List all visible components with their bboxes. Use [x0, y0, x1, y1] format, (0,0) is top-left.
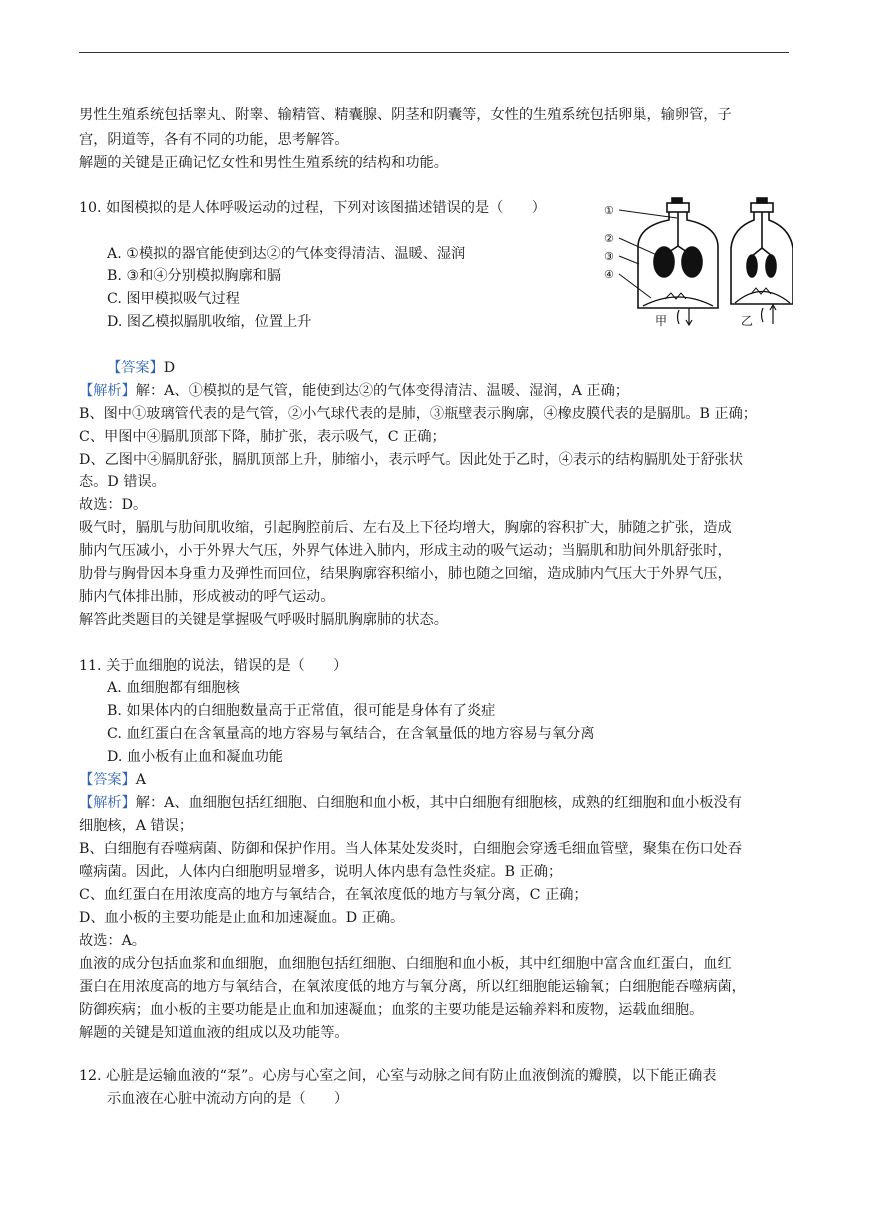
q11-analysis-line: 噬病菌。因此，人体内白细胞明显增多，说明人体内患有急性炎症。B 正确； — [79, 864, 563, 880]
q12-stem-line-1: 12. 心脏是运输血液的“泵”。心房与心室之间，心室与动脉之间有防止血液倒流的瓣膜，以下能正确表 — [79, 1068, 717, 1084]
intro-line-1: 男性生殖系统包括睾丸、附睾、输精管、精囊腺、阴茎和阴囊等，女性的生殖系统包括卵巢，输卵管，子 — [79, 107, 732, 123]
figure-label-yi: 乙 — [741, 314, 754, 328]
q11-option-c: C. 血红蛋白在含氧量高的地方容易与氧结合，在含氧量低的地方容易与氧分离 — [107, 726, 595, 742]
answer-tag: 【答案】 — [79, 772, 136, 788]
q11-option-b: B. 如果体内的白细胞数量高于正常值，很可能是身体有了炎症 — [107, 703, 496, 719]
q10-analysis-line: 肺内气体排出肺，形成被动的呼气运动。 — [79, 589, 335, 605]
q11-option-a: A. 血细胞都有细胞核 — [107, 680, 240, 696]
jar-yi — [731, 198, 793, 304]
q10-option-d: D. 图乙模拟膈肌收缩，位置上升 — [107, 314, 312, 330]
q12-stem-line-2: 示血液在心脏中流动方向的是（ ） — [107, 1091, 349, 1107]
q10-analysis-line: 肺内气压减小，小于外界大气压，外界气体进入肺内，形成主动的吸气运动；当膈肌和肋间外肌舒张时， — [79, 543, 732, 559]
analysis-text: 解：A、血细胞包括红细胞、白细胞和血小板，其中白细胞有细胞核，成熟的红细胞和血小板没有 — [135, 795, 742, 811]
q10-analysis-line: 肋骨与胸骨因本身重力及弹性而回位，结果胸廓容积缩小，肺也随之回缩，造成肺内气压大于外界气压， — [79, 566, 732, 582]
intro-line-3: 解题的关键是正确记忆女性和男性生殖系统的结构和功能。 — [79, 155, 448, 171]
analysis-tag: 【解析】 — [79, 383, 136, 399]
q11-answer — [79, 770, 146, 790]
q10-analysis-line: D、乙图中④膈肌舒张，膈肌顶部上升，肺缩小，表示呼气。因此处于乙时，④表示的结构膈肌处于舒张状 — [79, 452, 744, 468]
q10-option-c: C. 图甲模拟吸气过程 — [107, 291, 240, 307]
q11-analysis-line: 解题的关键是知道血液的组成以及功能等。 — [79, 1025, 349, 1041]
figure-label-1: ① — [604, 204, 614, 217]
answer-tag: 【答案】 — [107, 360, 164, 376]
q10-stem: 10. 如图模拟的是人体呼吸运动的过程，下列对该图描述错误的是（ ） — [79, 200, 546, 216]
q10-analysis-line: 解答此类题目的关键是掌握吸气呼吸时膈肌胸廓肺的状态。 — [79, 612, 448, 628]
q11-analysis-line: D、血小板的主要功能是止血和加速凝血。D 正确。 — [79, 910, 405, 926]
q10-option-a: A. ①模拟的器官能使到达②的气体变得清洁、温暖、湿润 — [107, 246, 466, 262]
figure-label-jia: 甲 — [655, 314, 668, 328]
q11-analysis-line: 细胞核，A 错误； — [79, 818, 194, 834]
q11-analysis-line: 故选：A。 — [79, 933, 146, 949]
q11-analysis-line: C、血红蛋白在用浓度高的地方与氧结合，在氧浓度低的地方与氧分离，C 正确； — [79, 887, 588, 903]
q11-analysis-line: B、白细胞有吞噬病菌、防御和保护作用。当人体某处发炎时，白细胞会穿透毛细血管壁，聚集在伤口处吞 — [79, 841, 743, 857]
figure-label-2: ② — [604, 232, 614, 245]
analysis-text: 解：A、①模拟的是气管，能使到达②的气体变得清洁、温暖、湿润，A 正确； — [135, 383, 629, 399]
q11-analysis-line: 防御疾病；血小板的主要功能是止血和加速凝血；血浆的主要功能是运输养料和废物，运载血细胞。 — [79, 1002, 704, 1018]
q10-analysis-line: B、图中①玻璃管代表的是气管，②小气球代表的是肺，③瓶壁表示胸廓，④橡皮膜代表的是膈肌。B 正确； — [79, 406, 757, 422]
q10-analysis-line: 态。D 错误。 — [79, 474, 166, 490]
q11-analysis-line: 血液的成分包括血浆和血细胞，血细胞包括红细胞、白细胞和血小板，其中红细胞中富含血红蛋白，血红 — [79, 956, 732, 972]
figure-label-3: ③ — [604, 250, 614, 263]
q11-analysis-line: 蛋白在用浓度高的地方与氧结合，在氧浓度低的地方与氧分离，所以红细胞能运输氧；白细胞能吞噬病菌， — [79, 979, 746, 995]
intro-line-2: 宫，阴道等，各有不同的功能，思考解答。 — [79, 132, 349, 148]
figure-label-4: ④ — [604, 268, 614, 281]
q10-analysis-a — [79, 381, 629, 401]
header-rule — [79, 52, 789, 53]
q11-option-d: D. 血小板有止血和凝血功能 — [107, 749, 283, 765]
q10-analysis-line: C、甲图中④膈肌顶部下降，肺扩张，表示吸气，C 正确； — [79, 429, 446, 445]
analysis-tag: 【解析】 — [79, 795, 136, 811]
q10-option-b: B. ③和④分别模拟胸廓和膈 — [107, 268, 282, 284]
q11-stem: 11. 关于血细胞的说法，错误的是（ ） — [79, 658, 348, 674]
q11-analysis-a — [79, 793, 742, 813]
q10-analysis-line: 故选：D。 — [79, 497, 148, 513]
respiration-model-figure — [603, 196, 793, 330]
q10-analysis-line: 吸气时，膈肌与肋间肌收缩，引起胸腔前后、左右及上下径均增大，胸廓的容积扩大，肺随之扩张，造成 — [79, 520, 732, 536]
q10-answer — [107, 358, 175, 378]
answer-value: A — [135, 772, 147, 788]
answer-value: D — [163, 360, 176, 376]
